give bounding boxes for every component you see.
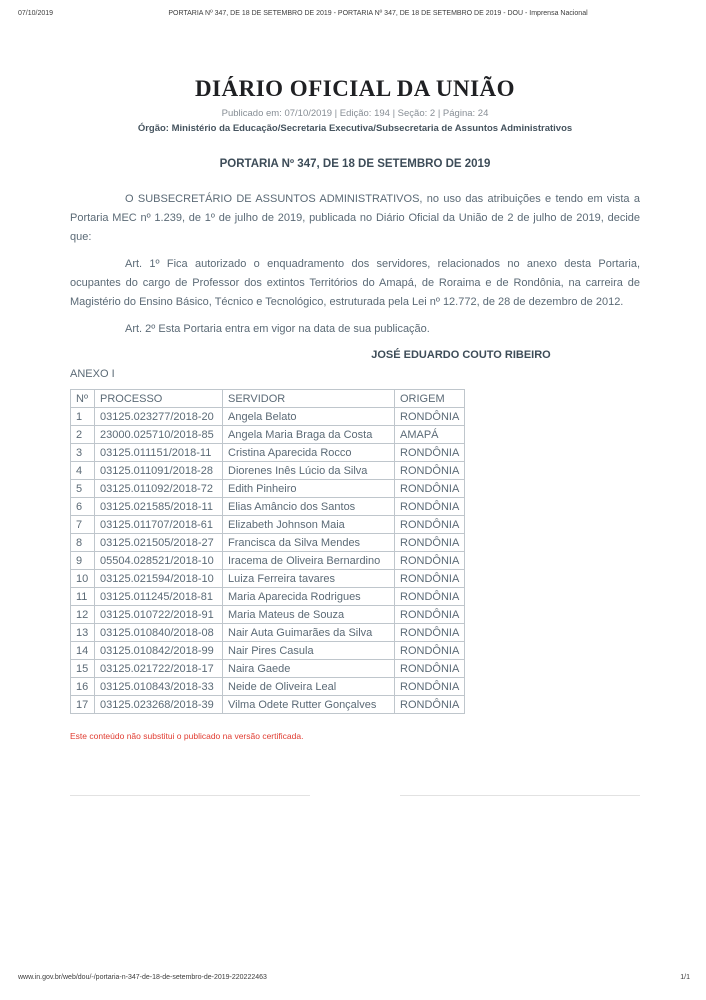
table-row <box>71 696 465 714</box>
separator-line-left <box>70 795 310 796</box>
table-cell: 03125.021594/2018-10 <box>95 570 223 588</box>
table-row <box>71 588 465 606</box>
table-cell: RONDÔNIA <box>395 498 465 516</box>
table-row <box>71 570 465 588</box>
table-row <box>71 552 465 570</box>
table-cell: 9 <box>71 552 95 570</box>
annex-label: ANEXO I <box>70 368 115 380</box>
table-cell: Elias Amâncio dos Santos <box>223 498 395 516</box>
table-cell: 2 <box>71 426 95 444</box>
table-cell: 23000.025710/2018-85 <box>95 426 223 444</box>
table-cell: Francisca da Silva Mendes <box>223 534 395 552</box>
masthead-organ-line: Órgão: Ministério da Educação/Secretaria Executiva/Subsecretaria de Assuntos Administrativos <box>137 123 573 134</box>
table-header-cell: ORIGEM <box>395 390 465 408</box>
table-row <box>71 498 465 516</box>
print-header-title: PORTARIA Nº 347, DE 18 DE SETEMBRO DE 2019 - PORTARIA Nº 347, DE 18 DE SETEMBRO DE 2019 - DOU - Imprensa Nacional <box>168 10 588 17</box>
table-cell: AMAPÁ <box>395 426 465 444</box>
table-cell: 7 <box>71 516 95 534</box>
table-cell: Naira Gaede <box>223 660 395 678</box>
table-cell: RONDÔNIA <box>395 444 465 462</box>
signature-name: JOSÉ EDUARDO COUTO RIBEIRO <box>371 349 551 361</box>
print-footer <box>0 974 706 986</box>
table-header-cell: Nº <box>71 390 95 408</box>
table-cell: Diorenes Inês Lúcio da Silva <box>223 462 395 480</box>
table-cell: RONDÔNIA <box>395 570 465 588</box>
separator-line-right <box>400 795 640 796</box>
table-row <box>71 606 465 624</box>
table-cell: 03125.021505/2018-27 <box>95 534 223 552</box>
print-footer-page-number: 1/1 <box>680 974 690 981</box>
table-cell: RONDÔNIA <box>395 516 465 534</box>
table-cell: 03125.011092/2018-72 <box>95 480 223 498</box>
table-cell: Angela Maria Braga da Costa <box>223 426 395 444</box>
table-cell: Maria Aparecida Rodrigues <box>223 588 395 606</box>
table-cell: Neide de Oliveira Leal <box>223 678 395 696</box>
table-row <box>71 516 465 534</box>
print-footer-url: www.in.gov.br/web/dou/-/portaria-n-347-de-18-de-setembro-de-2019-220222463 <box>18 974 267 981</box>
table-cell: 17 <box>71 696 95 714</box>
print-header <box>0 10 706 22</box>
table-cell: 5 <box>71 480 95 498</box>
table-cell: RONDÔNIA <box>395 678 465 696</box>
table-cell: 1 <box>71 408 95 426</box>
table-cell: Cristina Aparecida Rocco <box>223 444 395 462</box>
annex-table-body <box>71 408 465 714</box>
table-cell: RONDÔNIA <box>395 660 465 678</box>
table-row <box>71 660 465 678</box>
table-cell: 03125.010843/2018-33 <box>95 678 223 696</box>
table-row <box>71 642 465 660</box>
table-row <box>71 462 465 480</box>
paragraph-preamble: O SUBSECRETÁRIO DE ASSUNTOS ADMINISTRATIVOS, no uso das atribuições e tendo em vista a Portaria MEC nº 1.239, de 1º de julho de 2019, publicada no Diário Oficial da União de 2 de julho de 2019, decide que: <box>70 193 640 243</box>
table-cell: 14 <box>71 642 95 660</box>
table-cell: 03125.023277/2018-20 <box>95 408 223 426</box>
document-body <box>70 76 640 741</box>
table-cell: 03125.011245/2018-81 <box>95 588 223 606</box>
table-cell: Luiza Ferreira tavares <box>223 570 395 588</box>
table-header-row <box>71 390 465 408</box>
table-row <box>71 678 465 696</box>
table-cell: Vilma Odete Rutter Gonçalves <box>223 696 395 714</box>
table-row <box>71 624 465 642</box>
table-row <box>71 444 465 462</box>
article-heading: PORTARIA Nº 347, DE 18 DE SETEMBRO DE 2019 <box>219 158 491 170</box>
table-header-cell: PROCESSO <box>95 390 223 408</box>
table-row <box>71 534 465 552</box>
table-cell: RONDÔNIA <box>395 624 465 642</box>
masthead-published-line: Publicado em: 07/10/2019 | Edição: 194 | Seção: 2 | Página: 24 <box>221 108 489 119</box>
table-cell: Elizabeth Johnson Maia <box>223 516 395 534</box>
table-cell: 03125.023268/2018-39 <box>95 696 223 714</box>
table-cell: RONDÔNIA <box>395 696 465 714</box>
table-cell: RONDÔNIA <box>395 534 465 552</box>
table-cell: 03125.011707/2018-61 <box>95 516 223 534</box>
table-header-cell: SERVIDOR <box>223 390 395 408</box>
print-header-date: 07/10/2019 <box>18 10 54 17</box>
table-cell: RONDÔNIA <box>395 408 465 426</box>
table-cell: Angela Belato <box>223 408 395 426</box>
table-cell: 3 <box>71 444 95 462</box>
table-cell: RONDÔNIA <box>395 462 465 480</box>
table-cell: 10 <box>71 570 95 588</box>
table-cell: 8 <box>71 534 95 552</box>
table-cell: 13 <box>71 624 95 642</box>
table-cell: RONDÔNIA <box>395 480 465 498</box>
table-cell: 6 <box>71 498 95 516</box>
table-cell: Iracema de Oliveira Bernardino <box>223 552 395 570</box>
table-row <box>71 480 465 498</box>
masthead-title: DIÁRIO OFICIAL DA UNIÃO <box>194 76 516 101</box>
table-cell: Nair Auta Guimarães da Silva <box>223 624 395 642</box>
paragraph-art-2: Art. 2º Esta Portaria entra em vigor na data de sua publicação. <box>125 323 430 335</box>
table-cell: Edith Pinheiro <box>223 480 395 498</box>
table-cell: 03125.010840/2018-08 <box>95 624 223 642</box>
table-cell: RONDÔNIA <box>395 642 465 660</box>
table-cell: RONDÔNIA <box>395 552 465 570</box>
table-cell: RONDÔNIA <box>395 606 465 624</box>
table-cell: 03125.021585/2018-11 <box>95 498 223 516</box>
table-cell: 03125.010842/2018-99 <box>95 642 223 660</box>
table-cell: 16 <box>71 678 95 696</box>
table-cell: 03125.011091/2018-28 <box>95 462 223 480</box>
table-cell: 05504.028521/2018-10 <box>95 552 223 570</box>
table-cell: 03125.021722/2018-17 <box>95 660 223 678</box>
table-cell: 11 <box>71 588 95 606</box>
article-paragraphs <box>70 190 640 339</box>
table-cell: Nair Pires Casula <box>223 642 395 660</box>
table-cell: 03125.011151/2018-11 <box>95 444 223 462</box>
paragraph-art-1: Art. 1º Fica autorizado o enquadramento dos servidores, relacionados no anexo desta Portaria, ocupantes do cargo de Professor dos extintos Territórios do Amapá, de Roraima e de Rondônia, na carreira de Magistério do Ensino Básico, Técnico e Tecnológico, estruturada pela Lei nº 12.772, de 28 de dezembro de 2012. <box>70 258 640 308</box>
table-cell: Maria Mateus de Souza <box>223 606 395 624</box>
table-cell: 15 <box>71 660 95 678</box>
disclaimer-note: Este conteúdo não substitui o publicado na versão certificada. <box>70 731 304 741</box>
table-cell: RONDÔNIA <box>395 588 465 606</box>
table-row <box>71 408 465 426</box>
table-cell: 12 <box>71 606 95 624</box>
table-cell: 4 <box>71 462 95 480</box>
table-row <box>71 426 465 444</box>
annex-table <box>70 389 465 714</box>
table-cell: 03125.010722/2018-91 <box>95 606 223 624</box>
separator-rules <box>70 795 640 796</box>
